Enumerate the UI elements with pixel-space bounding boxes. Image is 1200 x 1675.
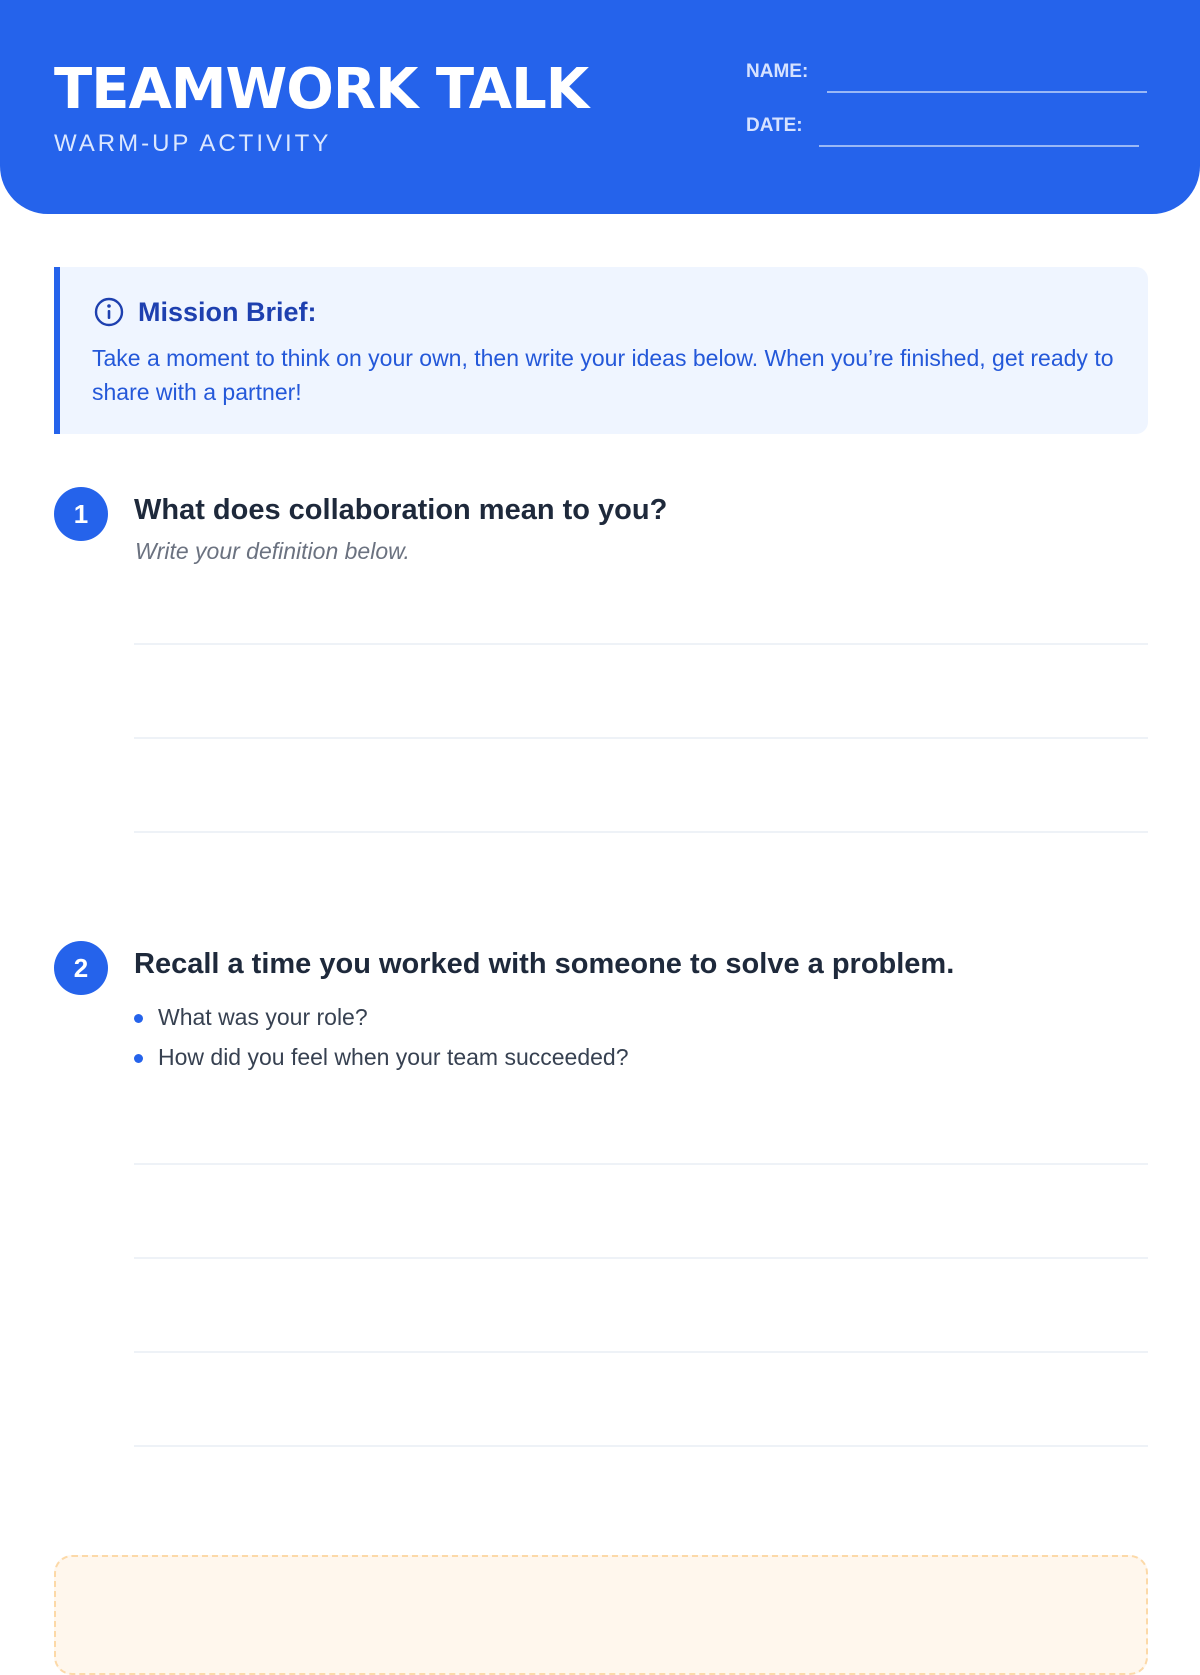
page-subtitle: WARM-UP ACTIVITY	[54, 130, 332, 157]
page-header	[0, 0, 1200, 214]
answer-line[interactable]	[134, 831, 1148, 833]
question-number-badge: 1	[54, 487, 108, 541]
question-title: What does collaboration mean to you?	[134, 494, 668, 526]
mission-brief-title: Mission Brief:	[138, 297, 317, 327]
answer-line[interactable]	[134, 1163, 1148, 1165]
info-icon	[94, 297, 124, 327]
name-label: NAME:	[746, 61, 809, 82]
mission-brief-callout	[54, 267, 1148, 434]
answer-line[interactable]	[134, 1257, 1148, 1259]
question-number-badge: 2	[54, 941, 108, 995]
reflection-box	[54, 1555, 1148, 1675]
answer-line[interactable]	[134, 737, 1148, 739]
question-prompt: What was your role?	[134, 997, 629, 1037]
question-prompts-list	[134, 997, 629, 1077]
date-label: DATE:	[746, 115, 803, 136]
mission-brief-text: Take a moment to think on your own, then write your ideas below. When you’re finished, get ready to share with a partner!	[92, 345, 1114, 405]
answer-line[interactable]	[134, 1445, 1148, 1447]
question-hint: Write your definition below.	[135, 538, 410, 564]
date-field[interactable]	[819, 145, 1139, 147]
answer-line[interactable]	[134, 643, 1148, 645]
page-title: TEAMWORK TALK	[54, 57, 589, 122]
name-field[interactable]	[827, 91, 1147, 93]
answer-line[interactable]	[134, 1351, 1148, 1353]
question-prompt: How did you feel when your team succeeded?	[134, 1037, 629, 1077]
question-title: Recall a time you worked with someone to solve a problem.	[134, 948, 955, 980]
